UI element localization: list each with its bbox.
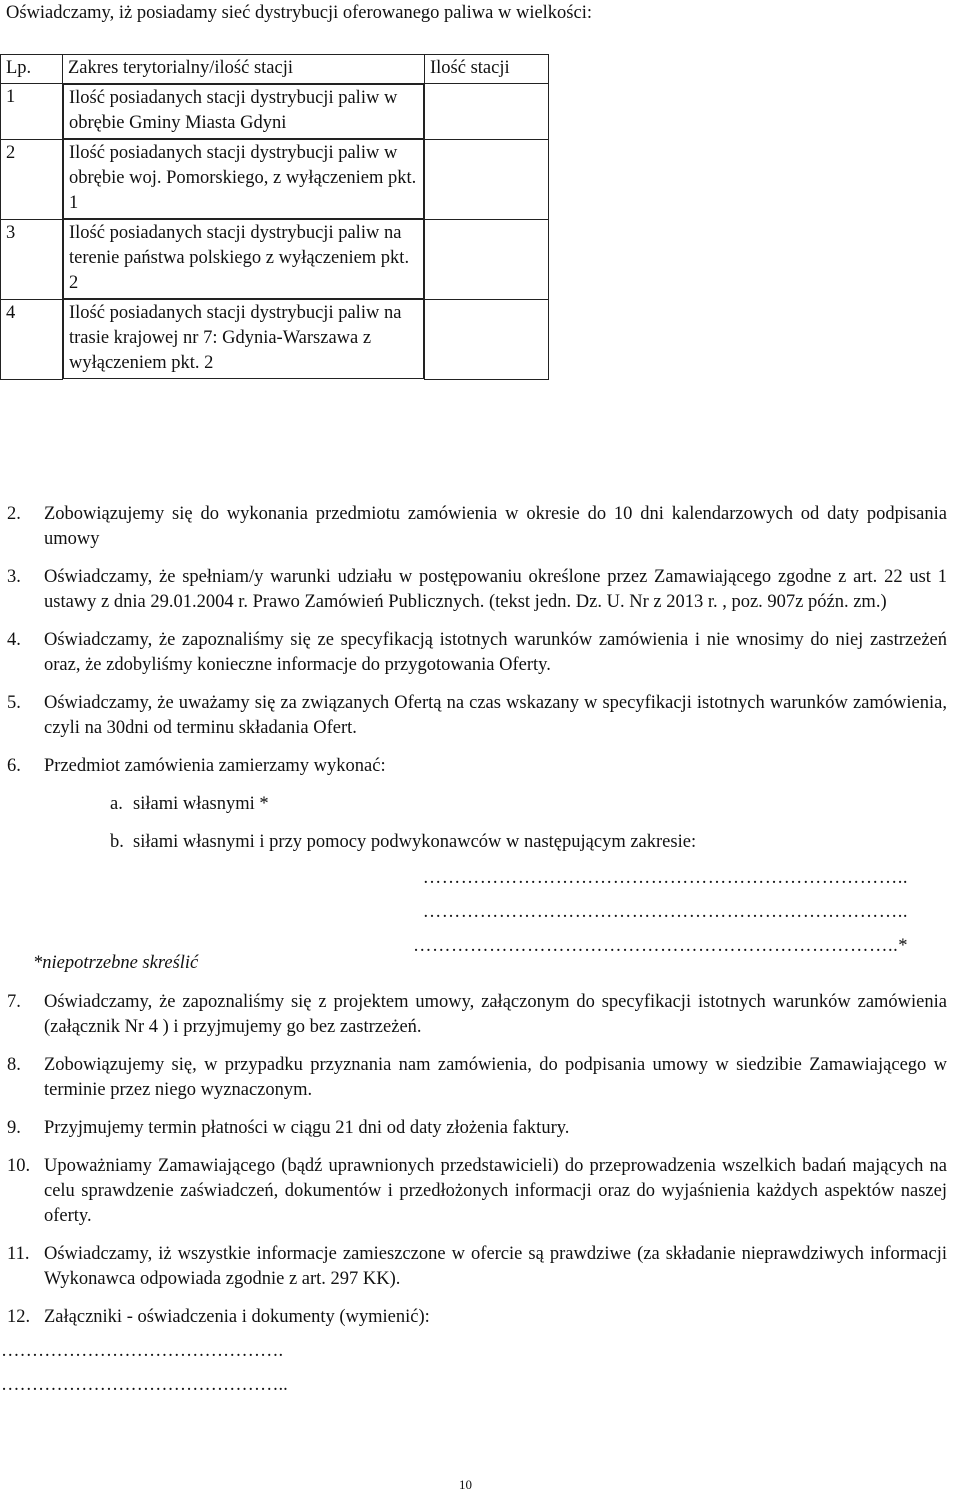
list-item [7, 1242, 947, 1292]
item-text: Przedmiot zamówienia zamierzamy wykonać: [44, 756, 386, 776]
declarations-list [1, 502, 947, 1402]
row-count[interactable] [425, 139, 549, 219]
item-number: 3. [7, 567, 21, 587]
table-row [1, 219, 549, 299]
table-row [1, 299, 549, 379]
list-item [7, 1116, 947, 1141]
item-text: Oświadczamy, że zapoznaliśmy się ze specyfikacją istotnych warunków zamówienia i nie wnosimy do niej zastrzeżeń oraz, że zdobyliśmy konieczne informacje do przygotowania Oferty. [44, 630, 947, 675]
list-item [7, 502, 947, 552]
list-item [7, 754, 947, 779]
list-item [7, 990, 947, 1040]
sub-item [110, 792, 947, 817]
item-number: 10. [7, 1156, 31, 1176]
header-scope: Zakres terytorialny/ilość stacji [63, 55, 425, 84]
list-item [7, 1154, 947, 1229]
item-text: Oświadczamy, iż wszystkie informacje zamieszczone w ofercie są prawdziwe (za składanie nieprawdziwych informacji Wykonawca odpowiada zgodnie z art. 297 KK). [44, 1244, 947, 1289]
attachment-line[interactable]: ………………………………………. [1, 1341, 284, 1361]
item-text: Oświadczamy, że zapoznaliśmy się z projektem umowy, załączonym do specyfikacji istotnych warunków zamówienia (załącznik Nr 4 ) i przyjmujemy go bez zastrzeżeń. [44, 992, 947, 1037]
header-count: Ilość stacji [425, 55, 549, 84]
item-number: 8. [7, 1055, 21, 1075]
sub-item [110, 830, 947, 855]
item-text: Oświadczamy, że spełniam/y warunki udziału w postępowaniu określone przez Zamawiającego zgodne z art. 22 ust 1 ustawy z dnia 29.01.2004 r. Prawo Zamówień Publicznych. (tekst jedn. Dz. U. Nr z 2013 r. , poz. 907z późn. zm.) [44, 567, 947, 612]
item-number: 12. [7, 1307, 31, 1327]
page-number: 10 [459, 1477, 472, 1492]
sub-item-text: siłami własnymi i przy pomocy podwykonawców w następującym zakresie: [133, 832, 697, 852]
list-item [7, 1053, 947, 1103]
list-item [7, 1305, 947, 1330]
table-header-row [1, 55, 549, 84]
item-number: 2. [7, 504, 21, 524]
sub-item-letter: b. [110, 832, 124, 852]
item-text: Oświadczamy, że uważamy się za związanych Ofertą na czas wskazany w specyfikacji istotnych warunków zamówienia, czyli na 30dni od terminu składania Ofert. [44, 693, 947, 738]
fill-in-line[interactable]: ………………………………………………………………….. [422, 902, 908, 922]
row-scope: Ilość posiadanych stacji dystrybucji paliw na terenie państwa polskiego z wyłączeniem pkt. 2 [63, 219, 424, 299]
footnote: *niepotrzebne skreślić [33, 953, 199, 973]
row-scope: Ilość posiadanych stacji dystrybucji paliw w obrębie Gminy Miasta Gdyni [63, 84, 424, 139]
item-text: Zobowiązujemy się do wykonania przedmiotu zamówienia w okresie do 10 dni kalendarzowych od daty podpisania umowy [44, 504, 947, 549]
sub-item-letter: a. [110, 794, 123, 814]
list-item [7, 628, 947, 678]
item-text: Załączniki - oświadczenia i dokumenty (wymienić): [44, 1307, 430, 1327]
item-text: Przyjmujemy termin płatności w ciągu 21 dni od daty złożenia faktury. [44, 1118, 570, 1138]
item-text: Zobowiązujemy się, w przypadku przyznania nam zamówienia, do podpisania umowy w siedzibie Zamawiającego w terminie przez niego wyznaczonym. [44, 1055, 947, 1100]
fill-in-line[interactable]: ………………………………………………………………….. [422, 868, 908, 888]
intro-text: Oświadczamy, iż posiadamy sieć dystrybucji oferowanego paliwa w wielkości: [6, 3, 593, 23]
row-lp: 3 [1, 219, 63, 299]
row-count[interactable] [425, 299, 549, 379]
row-lp: 2 [1, 139, 63, 219]
row-scope: Ilość posiadanych stacji dystrybucji paliw w obrębie woj. Pomorskiego, z wyłączeniem pkt. 1 [63, 139, 424, 219]
list-item [7, 691, 947, 741]
item-number: 5. [7, 693, 21, 713]
item-text: Upoważniamy Zamawiającego (bądź uprawnionych przedstawicieli) do przeprowadzenia wszelkich badań mających na celu sprawdzenie zaświadczeń, dokumentów i przedłożonych informacji oraz do wyjaśnienia każdych aspektów naszej oferty. [44, 1156, 947, 1226]
attachment-line[interactable]: ……………………………………….. [1, 1375, 288, 1395]
item-number: 4. [7, 630, 21, 650]
stations-table [0, 54, 549, 380]
sub-item-text: siłami własnymi * [133, 794, 269, 814]
header-lp: Lp. [1, 55, 63, 84]
row-count[interactable] [425, 84, 549, 140]
table-row [1, 139, 549, 219]
row-lp: 1 [1, 84, 63, 140]
item-number: 7. [7, 992, 21, 1012]
item-number: 9. [7, 1118, 21, 1138]
row-scope: Ilość posiadanych stacji dystrybucji paliw na trasie krajowej nr 7: Gdynia-Warszawa z wyłączeniem pkt. 2 [63, 299, 424, 379]
table-row [1, 84, 549, 140]
fill-in-line[interactable]: …………………………………………………………………..* [413, 936, 908, 956]
list-item [7, 565, 947, 615]
item-number: 11. [7, 1244, 30, 1264]
item-number: 6. [7, 756, 21, 776]
row-count[interactable] [425, 219, 549, 299]
row-lp: 4 [1, 299, 63, 379]
